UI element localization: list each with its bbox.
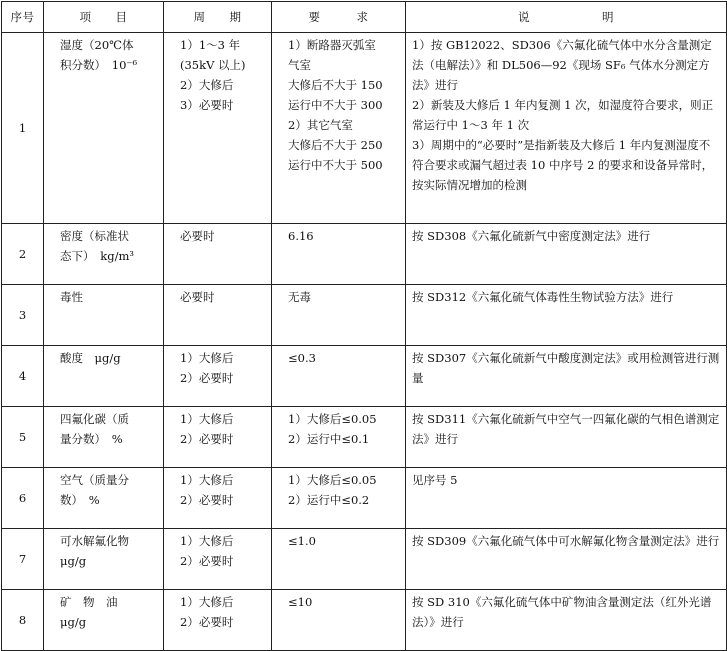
cycle-cell — [164, 590, 272, 651]
item-line: 毒性 — [60, 290, 83, 304]
item-line: μg/g — [60, 615, 87, 629]
requirement-line: 2）其它气室 — [288, 118, 353, 132]
table-row — [2, 346, 727, 407]
cycle-line: 1）大修后 — [180, 351, 234, 365]
row-index: 5 — [2, 407, 44, 468]
cycle-line: 3）必要时 — [180, 98, 234, 112]
notes-line: 3）周期中的“必要时”是指新装及大修后 1 年内复测湿度不符合要求或漏气超过表 10 中序号 2 的要求和设备异常时，按实际情况增加的检测 — [412, 138, 714, 192]
notes-cell — [406, 285, 727, 346]
item-cell — [44, 224, 164, 285]
notes-line: 按 SD312《六氟化硫气体毒性生物试验方法》进行 — [412, 290, 674, 304]
item-line: 密度（标准状 — [60, 229, 129, 243]
cycle-line: 必要时 — [180, 290, 215, 304]
requirement-line: 6.16 — [288, 229, 314, 243]
item-cell — [44, 285, 164, 346]
item-cell — [44, 346, 164, 407]
table-row — [2, 285, 727, 346]
notes-line: 按 SD308《六氟化硫新气中密度测定法》进行 — [412, 229, 651, 243]
requirement-line: 气室 — [288, 58, 311, 72]
item-line: μg/g — [60, 554, 87, 568]
item-line: 空气（质量分 — [60, 473, 129, 487]
row-index: 3 — [2, 285, 44, 346]
cycle-line: 2）必要时 — [180, 615, 234, 629]
cycle-cell — [164, 346, 272, 407]
sf6-test-table — [1, 1, 727, 651]
notes-cell — [406, 346, 727, 407]
requirement-line: 大修后不大于 250 — [288, 138, 383, 152]
row-index: 7 — [2, 529, 44, 590]
requirement-line: 运行中不大于 500 — [288, 158, 383, 172]
item-line: 积分数） 10⁻⁶ — [60, 58, 138, 72]
requirement-line: 大修后不大于 150 — [288, 78, 383, 92]
row-index: 1 — [2, 33, 44, 224]
table-row — [2, 590, 727, 651]
requirement-line: 2）运行中≤0.2 — [288, 493, 370, 507]
cycle-cell — [164, 529, 272, 590]
header-cycle: 周 期 — [164, 2, 272, 33]
requirement-line: ≤10 — [288, 595, 313, 609]
requirement-cell — [272, 346, 406, 407]
item-line: 湿度（20℃体 — [60, 38, 134, 52]
cycle-line: 2）必要时 — [180, 432, 234, 446]
requirement-line: ≤1.0 — [288, 534, 316, 548]
item-line: 态下） kg/m³ — [60, 249, 134, 263]
item-cell — [44, 407, 164, 468]
table-row — [2, 33, 727, 224]
cycle-cell — [164, 468, 272, 529]
row-index: 8 — [2, 590, 44, 651]
cycle-line: 必要时 — [180, 229, 215, 243]
requirement-line: 2）运行中≤0.1 — [288, 432, 370, 446]
notes-cell — [406, 224, 727, 285]
table-row — [2, 468, 727, 529]
requirement-cell — [272, 407, 406, 468]
table-row — [2, 224, 727, 285]
header-notes: 说 明 — [406, 2, 727, 33]
item-cell — [44, 590, 164, 651]
cycle-cell — [164, 407, 272, 468]
notes-cell — [406, 407, 727, 468]
cycle-line: 1）大修后 — [180, 534, 234, 548]
requirement-cell — [272, 224, 406, 285]
item-cell — [44, 468, 164, 529]
notes-line: 1）按 GB12022、SD306《六氟化硫气体中水分含量测定法（电解法）》和 DL506—92《现场 SF₆ 气体水分测定方法》进行 — [412, 38, 712, 92]
requirement-cell — [272, 33, 406, 224]
requirement-line: 1）大修后≤0.05 — [288, 412, 377, 426]
header-requirement: 要 求 — [272, 2, 406, 33]
table-row — [2, 407, 727, 468]
cycle-line: 2）必要时 — [180, 493, 234, 507]
row-index: 4 — [2, 346, 44, 407]
notes-line: 按 SD307《六氟化硫新气中酸度测定法》或用检测管进行测量 — [412, 351, 720, 385]
header-item: 项 目 — [44, 2, 164, 33]
cycle-cell — [164, 224, 272, 285]
requirement-line: 1）大修后≤0.05 — [288, 473, 377, 487]
notes-line: 按 SD309《六氟化硫气体中可水解氟化物含量测定法》进行 — [412, 534, 720, 548]
requirement-line: ≤0.3 — [288, 351, 316, 365]
notes-line: 按 SD 310《六氟化硫气体中矿物油含量测定法（红外光谱法）》进行 — [412, 595, 712, 629]
item-line: 矿 物 油 — [60, 595, 118, 609]
cycle-line: 1）1～3 年 — [180, 38, 241, 52]
item-cell — [44, 33, 164, 224]
item-line: 四氟化碳（质 — [60, 412, 129, 426]
item-line: 量分数） % — [60, 432, 123, 446]
table-row — [2, 529, 727, 590]
notes-line: 2）新装及大修后 1 年内复测 1 次，如湿度符合要求，则正常运行中 1～3 年 1 次 — [412, 98, 714, 132]
requirement-cell — [272, 285, 406, 346]
requirement-line: 1）断路器灭弧室 — [288, 38, 376, 52]
cycle-cell — [164, 33, 272, 224]
notes-line: 见序号 5 — [412, 473, 458, 487]
notes-cell — [406, 33, 727, 224]
requirement-line: 无毒 — [288, 290, 311, 304]
item-line: 酸度 μg/g — [60, 351, 121, 365]
item-line: 可水解氟化物 — [60, 534, 129, 548]
notes-cell — [406, 468, 727, 529]
requirement-cell — [272, 529, 406, 590]
cycle-line: 1）大修后 — [180, 473, 234, 487]
notes-line: 按 SD311《六氟化硫新气中空气一四氟化碳的气相色谱测定法》进行 — [412, 412, 720, 446]
item-line: 数） % — [60, 493, 100, 507]
cycle-line: (35kV 以上) — [180, 58, 246, 72]
requirement-cell — [272, 590, 406, 651]
cycle-cell — [164, 285, 272, 346]
row-index: 2 — [2, 224, 44, 285]
header-index: 序号 — [2, 2, 44, 33]
cycle-line: 2）必要时 — [180, 371, 234, 385]
cycle-line: 1）大修后 — [180, 412, 234, 426]
row-index: 6 — [2, 468, 44, 529]
notes-cell — [406, 590, 727, 651]
requirement-cell — [272, 468, 406, 529]
table-header-row — [2, 2, 727, 33]
requirement-line: 运行中不大于 300 — [288, 98, 383, 112]
item-cell — [44, 529, 164, 590]
cycle-line: 1）大修后 — [180, 595, 234, 609]
cycle-line: 2）必要时 — [180, 554, 234, 568]
cycle-line: 2）大修后 — [180, 78, 234, 92]
notes-cell — [406, 529, 727, 590]
